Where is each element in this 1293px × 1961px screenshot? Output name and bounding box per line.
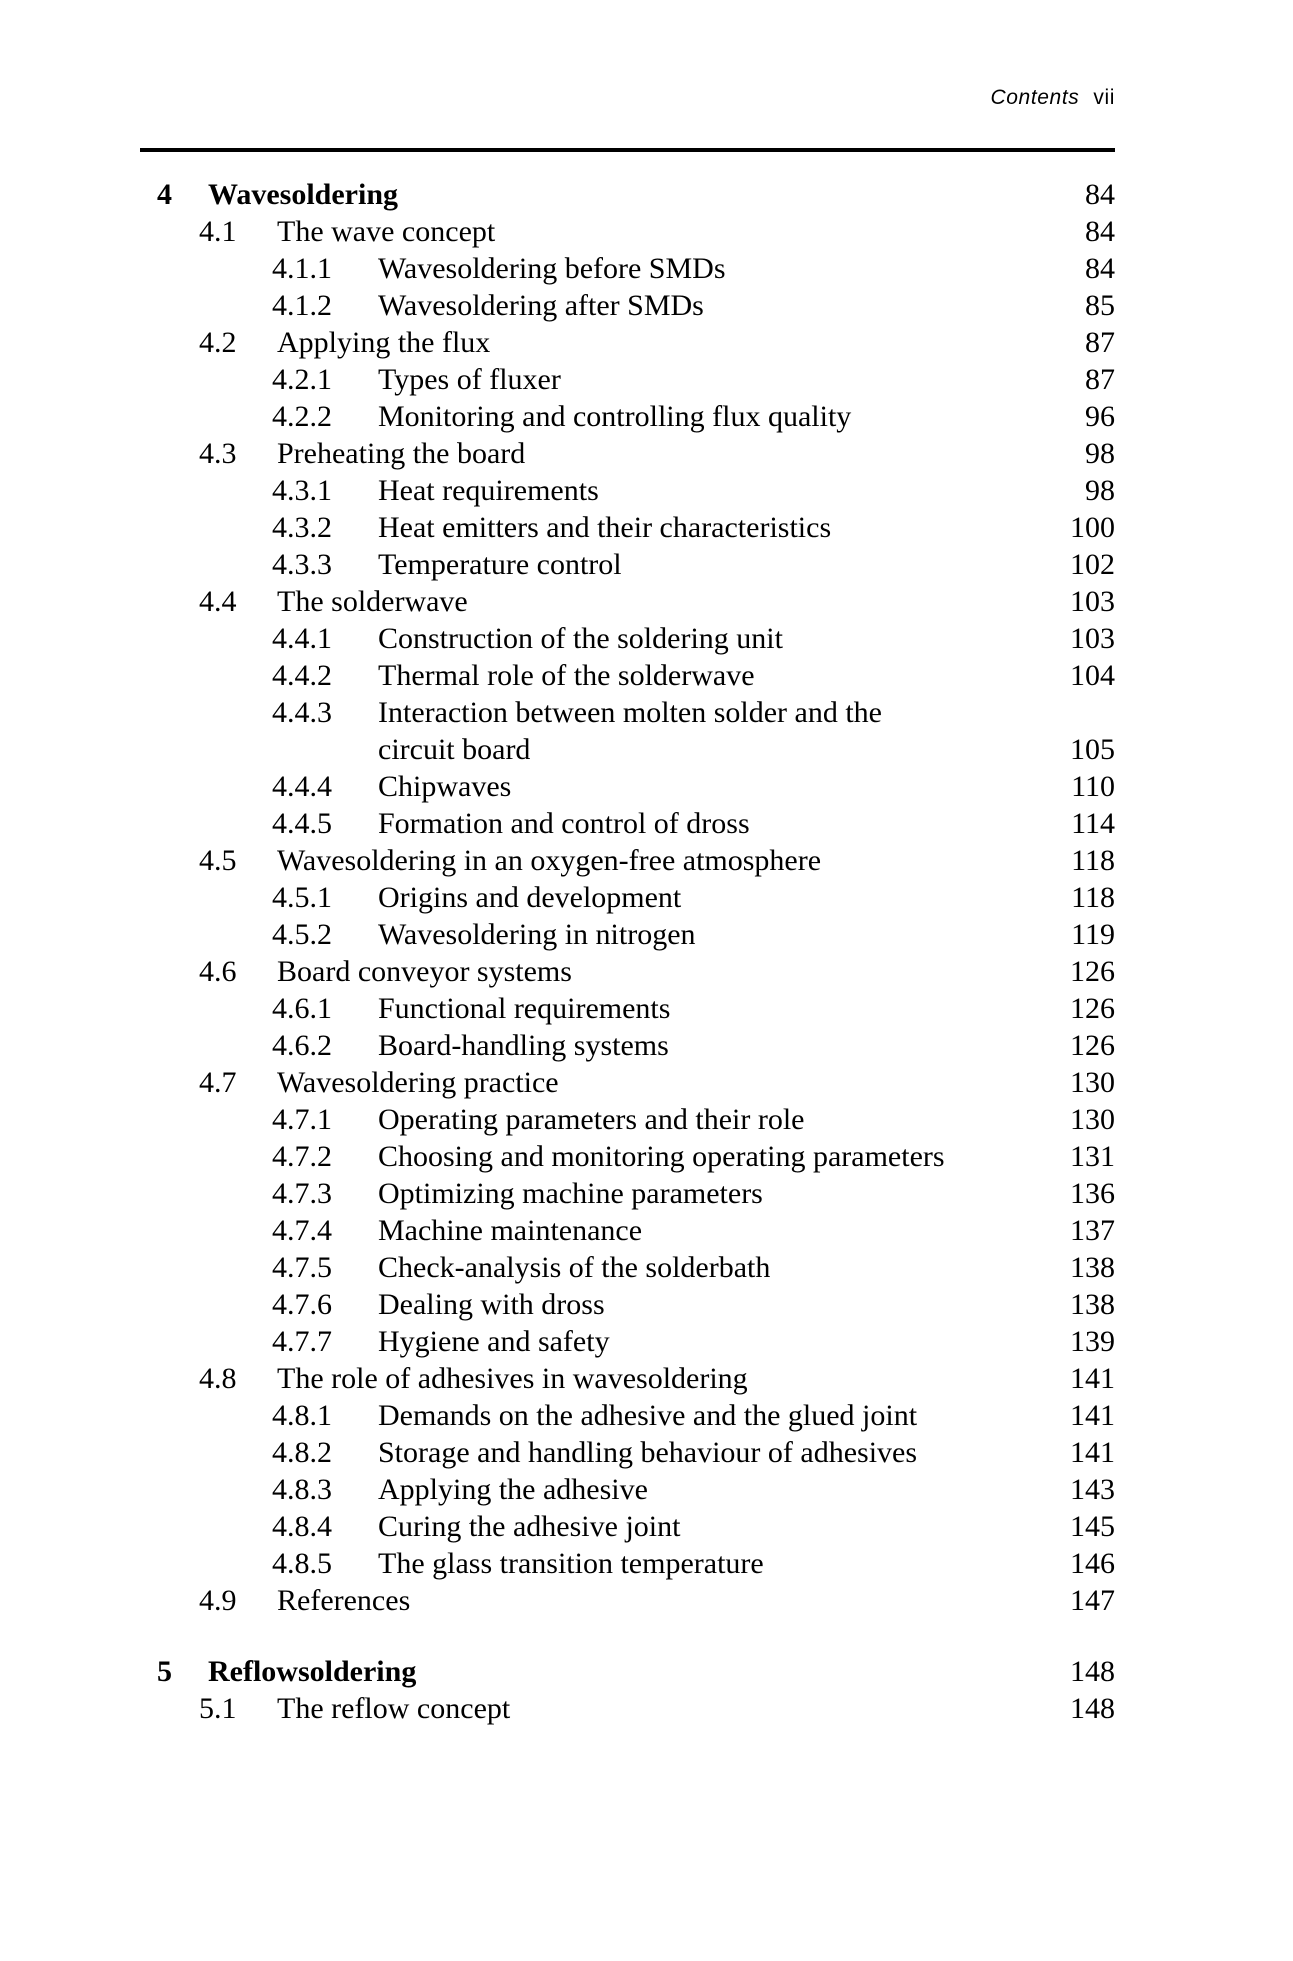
toc-entry-number: 4.1.1 bbox=[272, 252, 332, 285]
toc-entry-number: 4.7.3 bbox=[272, 1177, 332, 1210]
toc-entry[interactable] bbox=[0, 879, 1293, 916]
toc-entry[interactable] bbox=[0, 1471, 1293, 1508]
toc-entry-page-number: 143 bbox=[1070, 1473, 1115, 1506]
toc-entry-title: Demands on the adhesive and the glued joint bbox=[378, 1399, 918, 1432]
toc-entry[interactable] bbox=[0, 1064, 1293, 1101]
toc-entry-title: circuit board bbox=[378, 733, 531, 766]
toc-entry[interactable] bbox=[0, 1397, 1293, 1434]
toc-entry-number: 4.2.2 bbox=[272, 400, 332, 433]
toc-entry[interactable] bbox=[0, 1138, 1293, 1175]
toc-entry-title: Applying the flux bbox=[277, 326, 491, 359]
toc-entry-number: 4.4.4 bbox=[272, 770, 332, 803]
toc-entry-title: Monitoring and controlling flux quality bbox=[378, 400, 852, 433]
toc-entry-number: 4.7.1 bbox=[272, 1103, 332, 1136]
toc-entry-title: The solderwave bbox=[277, 585, 468, 618]
toc-entry-page-number: 138 bbox=[1070, 1251, 1115, 1284]
toc-entry-title: Storage and handling behaviour of adhesives bbox=[378, 1436, 918, 1469]
toc-entry[interactable] bbox=[0, 1027, 1293, 1064]
toc-entry-page-number: 126 bbox=[1070, 992, 1115, 1025]
toc-entry-number: 4.1 bbox=[199, 215, 237, 248]
toc-entry[interactable] bbox=[0, 1323, 1293, 1360]
toc-entry[interactable] bbox=[0, 398, 1293, 435]
toc-entry-number: 4.5.1 bbox=[272, 881, 332, 914]
toc-entry-title: Curing the adhesive joint bbox=[378, 1510, 681, 1543]
toc-entry-page-number: 118 bbox=[1071, 881, 1115, 914]
toc-entry-page-number: 103 bbox=[1070, 585, 1115, 618]
toc-entry-title: Formation and control of dross bbox=[378, 807, 750, 840]
toc-entry[interactable] bbox=[0, 842, 1293, 879]
toc-entry[interactable] bbox=[0, 731, 1293, 768]
toc-entry-page-number: 84 bbox=[1085, 252, 1115, 285]
toc-entry-page-number: 84 bbox=[1085, 215, 1115, 248]
toc-entry-page-number: 102 bbox=[1070, 548, 1115, 581]
toc-entry-number: 4.7.7 bbox=[272, 1325, 332, 1358]
toc-entry[interactable] bbox=[0, 620, 1293, 657]
toc-entry[interactable] bbox=[0, 916, 1293, 953]
toc-entry[interactable] bbox=[0, 1690, 1293, 1727]
table-of-contents bbox=[0, 176, 1293, 1727]
toc-entry-title: Optimizing machine parameters bbox=[378, 1177, 763, 1210]
toc-entry-page-number: 84 bbox=[1085, 178, 1115, 211]
toc-entry-title: Wavesoldering bbox=[208, 178, 399, 211]
toc-entry-title: Dealing with dross bbox=[378, 1288, 605, 1321]
toc-entry-title: References bbox=[277, 1584, 411, 1617]
toc-entry[interactable] bbox=[0, 546, 1293, 583]
toc-entry-number: 5 bbox=[157, 1655, 172, 1688]
toc-entry-number: 4.8.1 bbox=[272, 1399, 332, 1432]
toc-entry-number: 4.6.1 bbox=[272, 992, 332, 1025]
toc-entry-number: 4.3.2 bbox=[272, 511, 332, 544]
toc-entry-title: Choosing and monitoring operating parameters bbox=[378, 1140, 945, 1173]
toc-entry-number: 4.4.5 bbox=[272, 807, 332, 840]
toc-entry[interactable] bbox=[0, 694, 1293, 731]
toc-entry-page-number: 148 bbox=[1070, 1655, 1115, 1688]
toc-entry-number: 4.8.2 bbox=[272, 1436, 332, 1469]
header-rule bbox=[140, 148, 1115, 152]
toc-entry-number: 4.4.1 bbox=[272, 622, 332, 655]
toc-entry-page-number: 104 bbox=[1070, 659, 1115, 692]
toc-entry-number: 4.7.6 bbox=[272, 1288, 332, 1321]
toc-entry-title: Origins and development bbox=[378, 881, 682, 914]
toc-entry[interactable] bbox=[0, 1249, 1293, 1286]
toc-entry-page-number: 141 bbox=[1070, 1399, 1115, 1432]
toc-entry-page-number: 114 bbox=[1071, 807, 1115, 840]
toc-entry[interactable] bbox=[0, 768, 1293, 805]
toc-entry-title: Interaction between molten solder and the bbox=[378, 696, 882, 729]
toc-entry[interactable] bbox=[0, 176, 1293, 213]
toc-entry-page-number: 98 bbox=[1085, 437, 1115, 470]
toc-entry-number: 4.4.2 bbox=[272, 659, 332, 692]
toc-entry-number: 4.3.3 bbox=[272, 548, 332, 581]
toc-entry-title: Construction of the soldering unit bbox=[378, 622, 783, 655]
toc-entry-title: Functional requirements bbox=[378, 992, 671, 1025]
toc-entry-page-number: 103 bbox=[1070, 622, 1115, 655]
toc-entry-title: Reflowsoldering bbox=[208, 1655, 417, 1688]
toc-entry-title: Hygiene and safety bbox=[378, 1325, 610, 1358]
toc-entry[interactable] bbox=[0, 1175, 1293, 1212]
toc-entry-number: 4.7.5 bbox=[272, 1251, 332, 1284]
running-head-folio: vii bbox=[1093, 86, 1115, 109]
toc-entry[interactable] bbox=[0, 1101, 1293, 1138]
toc-entry[interactable] bbox=[0, 287, 1293, 324]
toc-entry-page-number: 131 bbox=[1070, 1140, 1115, 1173]
toc-entry-page-number: 87 bbox=[1085, 326, 1115, 359]
toc-entry-number: 4.8.4 bbox=[272, 1510, 332, 1543]
toc-entry-title: Temperature control bbox=[378, 548, 622, 581]
toc-entry-title: Check-analysis of the solderbath bbox=[378, 1251, 771, 1284]
toc-entry[interactable] bbox=[0, 324, 1293, 361]
toc-entry-title: Heat requirements bbox=[378, 474, 599, 507]
toc-entry[interactable] bbox=[0, 1286, 1293, 1323]
toc-entry-page-number: 148 bbox=[1070, 1692, 1115, 1725]
toc-entry[interactable] bbox=[0, 1212, 1293, 1249]
toc-entry[interactable] bbox=[0, 472, 1293, 509]
toc-entry-page-number: 147 bbox=[1070, 1584, 1115, 1617]
toc-entry-page-number: 100 bbox=[1070, 511, 1115, 544]
toc-entry-title: The wave concept bbox=[277, 215, 496, 248]
toc-entry-page-number: 130 bbox=[1070, 1066, 1115, 1099]
toc-entry-number: 4.8 bbox=[199, 1362, 237, 1395]
toc-entry-number: 4.4.3 bbox=[272, 696, 332, 729]
toc-entry-page-number: 119 bbox=[1071, 918, 1115, 951]
toc-entry-page-number: 96 bbox=[1085, 400, 1115, 433]
toc-entry-number: 4.4 bbox=[199, 585, 237, 618]
toc-entry-number: 4.6 bbox=[199, 955, 237, 988]
toc-entry-number: 5.1 bbox=[199, 1692, 237, 1725]
toc-entry[interactable] bbox=[0, 435, 1293, 472]
toc-entry-title: Board-handling systems bbox=[378, 1029, 669, 1062]
toc-entry-title: The glass transition temperature bbox=[378, 1547, 764, 1580]
toc-entry-title: Applying the adhesive bbox=[378, 1473, 648, 1506]
toc-entry-page-number: 139 bbox=[1070, 1325, 1115, 1358]
toc-entry[interactable] bbox=[0, 1434, 1293, 1471]
toc-entry-number: 4.2 bbox=[199, 326, 237, 359]
toc-entry-page-number: 110 bbox=[1071, 770, 1115, 803]
toc-entry-title: Wavesoldering in nitrogen bbox=[378, 918, 696, 951]
toc-entry-number: 4.7.4 bbox=[272, 1214, 332, 1247]
toc-entry-title: Operating parameters and their role bbox=[378, 1103, 805, 1136]
toc-entry[interactable] bbox=[0, 1653, 1293, 1690]
toc-entry-page-number: 137 bbox=[1070, 1214, 1115, 1247]
toc-entry-page-number: 98 bbox=[1085, 474, 1115, 507]
toc-entry-page-number: 85 bbox=[1085, 289, 1115, 322]
toc-entry[interactable] bbox=[0, 1582, 1293, 1619]
toc-entry[interactable] bbox=[0, 953, 1293, 990]
toc-entry-title: Wavesoldering after SMDs bbox=[378, 289, 704, 322]
toc-entry[interactable] bbox=[0, 657, 1293, 694]
toc-entry-number: 4.9 bbox=[199, 1584, 237, 1617]
toc-entry[interactable] bbox=[0, 1545, 1293, 1582]
toc-entry[interactable] bbox=[0, 990, 1293, 1027]
toc-entry-number: 4.7 bbox=[199, 1066, 237, 1099]
toc-entry[interactable] bbox=[0, 1360, 1293, 1397]
toc-entry-page-number: 141 bbox=[1070, 1436, 1115, 1469]
toc-entry[interactable] bbox=[0, 583, 1293, 620]
toc-entry-title: Wavesoldering before SMDs bbox=[378, 252, 726, 285]
toc-entry-title: Board conveyor systems bbox=[277, 955, 572, 988]
toc-entry[interactable] bbox=[0, 509, 1293, 546]
toc-entry-number: 4.8.3 bbox=[272, 1473, 332, 1506]
toc-entry-title: Heat emitters and their characteristics bbox=[378, 511, 832, 544]
toc-entry[interactable] bbox=[0, 213, 1293, 250]
toc-entry-title: Thermal role of the solderwave bbox=[378, 659, 755, 692]
toc-entry-number: 4.6.2 bbox=[272, 1029, 332, 1062]
toc-entry-number: 4.8.5 bbox=[272, 1547, 332, 1580]
running-head bbox=[140, 86, 1115, 110]
toc-entry-title: Machine maintenance bbox=[378, 1214, 643, 1247]
toc-entry-number: 4 bbox=[157, 178, 172, 211]
toc-entry-page-number: 87 bbox=[1085, 363, 1115, 396]
toc-entry-page-number: 130 bbox=[1070, 1103, 1115, 1136]
toc-entry-page-number: 146 bbox=[1070, 1547, 1115, 1580]
toc-entry-title: Preheating the board bbox=[277, 437, 526, 470]
toc-entry-title: Wavesoldering in an oxygen-free atmosphere bbox=[277, 844, 822, 877]
toc-entry[interactable] bbox=[0, 361, 1293, 398]
toc-entry-title: The role of adhesives in wavesoldering bbox=[277, 1362, 748, 1395]
toc-entry-number: 4.3.1 bbox=[272, 474, 332, 507]
toc-entry-number: 4.5.2 bbox=[272, 918, 332, 951]
toc-entry-page-number: 136 bbox=[1070, 1177, 1115, 1210]
toc-entry-page-number: 126 bbox=[1070, 1029, 1115, 1062]
toc-entry-title: The reflow concept bbox=[277, 1692, 511, 1725]
toc-entry-number: 4.5 bbox=[199, 844, 237, 877]
toc-entry[interactable] bbox=[0, 1508, 1293, 1545]
toc-entry[interactable] bbox=[0, 805, 1293, 842]
toc-entry-page-number: 138 bbox=[1070, 1288, 1115, 1321]
running-head-title: Contents bbox=[990, 86, 1080, 109]
toc-entry-number: 4.3 bbox=[199, 437, 237, 470]
toc-entry-title: Chipwaves bbox=[378, 770, 512, 803]
toc-entry-title: Types of fluxer bbox=[378, 363, 561, 396]
toc-entry[interactable] bbox=[0, 250, 1293, 287]
toc-entry-page-number: 118 bbox=[1071, 844, 1115, 877]
toc-entry-page-number: 145 bbox=[1070, 1510, 1115, 1543]
toc-entry-number: 4.1.2 bbox=[272, 289, 332, 322]
toc-entry-number: 4.2.1 bbox=[272, 363, 332, 396]
toc-entry-page-number: 126 bbox=[1070, 955, 1115, 988]
toc-entry-number: 4.7.2 bbox=[272, 1140, 332, 1173]
toc-entry-title: Wavesoldering practice bbox=[277, 1066, 559, 1099]
toc-entry-page-number: 105 bbox=[1070, 733, 1115, 766]
toc-entry-page-number: 141 bbox=[1070, 1362, 1115, 1395]
